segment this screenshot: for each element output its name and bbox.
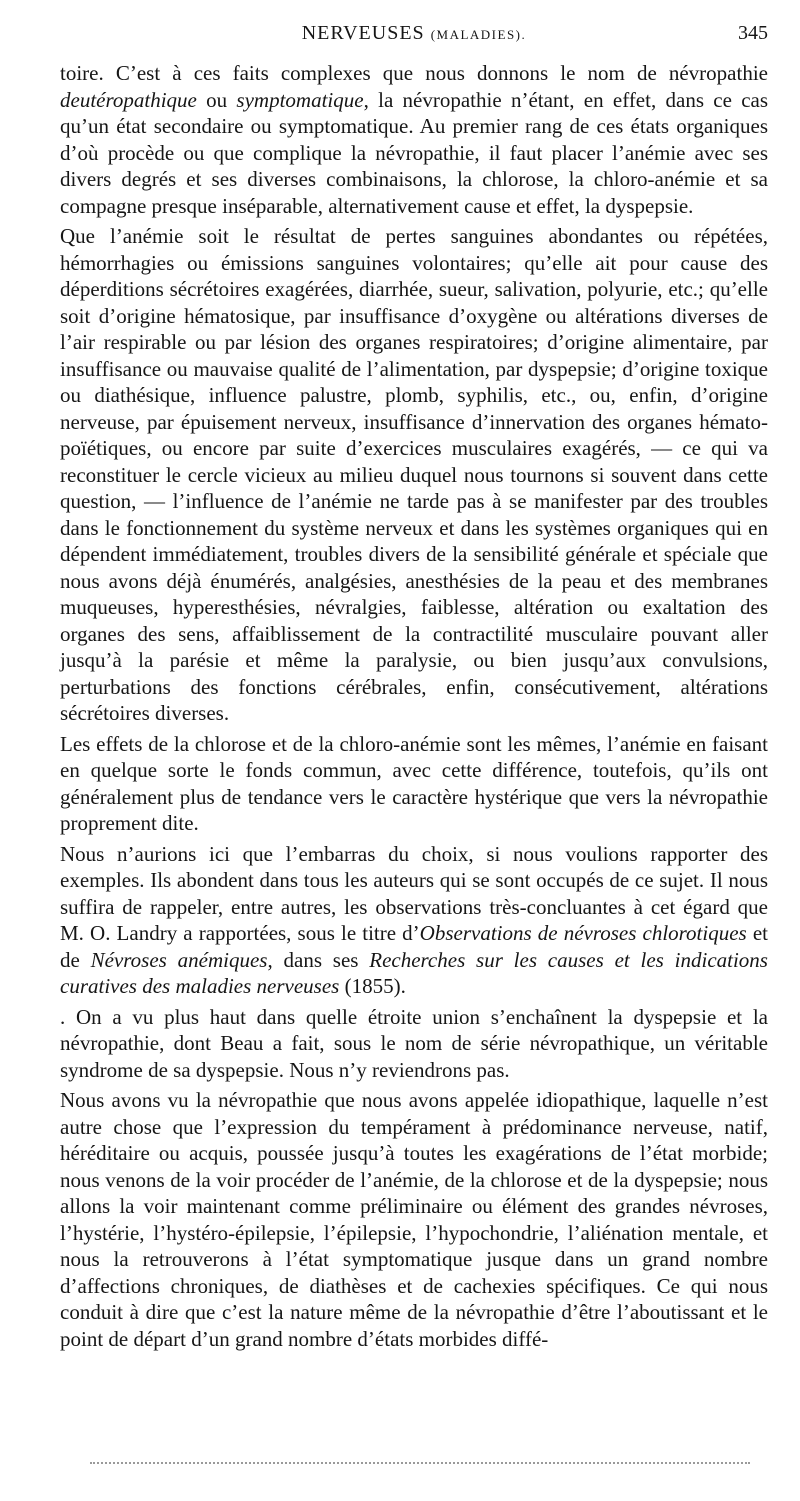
scan-artifact-line xyxy=(90,1462,750,1464)
running-title-main: NERVEUSES xyxy=(301,22,425,44)
italic-run: Névroses anémiques xyxy=(90,947,268,972)
text-run: (1855). xyxy=(339,974,406,998)
text-run: , la névropathie n’étant, en effet, dans ce cas qu’un état secondaire ou symptomatique. Au premier rang de ces états organiques d’où procède ou que complique la névropathie, il faut placer l’anémie avec ses divers degrés et ses diverses combinaisons, la chlorose, la chloro-anémie et sa compagne presque inséparable, alternativement cause et effet, la dyspepsie. xyxy=(60,87,769,218)
text-run: . On a vu plus haut dans quelle étroite union s’enchaînent la dyspepsie et la névropathie, dont Beau a fait, sous le nom de série névropathique, un véritable syndrome de sa dyspepsie. Nous n’y reviendrons pas. xyxy=(60,1004,768,1082)
running-title xyxy=(60,22,768,45)
italic-run: deutéropathique xyxy=(60,87,197,112)
running-title-sub: (MALADIES). xyxy=(430,27,527,42)
paragraph xyxy=(60,1004,768,1084)
italic-run: Recherches sur les causes et les indications curatives des maladies nerveuses xyxy=(60,947,768,998)
text-run: ou xyxy=(196,87,237,112)
italic-run: Observations de névroses chlorotiques xyxy=(419,921,747,945)
text-run: Les effets de la chlorose et de la chloro-anémie sont les mêmes, l’anémie en faisant en quelque sorte le fonds commun, avec cette différence, toutefois, qu’ils ont généralement plus de tendance vers le caractère hystérique que vers la névropathie proprement dite. xyxy=(60,731,768,835)
running-header xyxy=(60,22,768,52)
text-run: Nous n’aurions ici que l’embarras du choix, si nous voulions rapporter des exemples. Ils abondent dans tous les auteurs qui se sont occupés de ce sujet. Il nous suffira de rappeler, entre autres, les observations très-concluantes à cet égard que M. O. Landry a rapportées, sous le titre d’ xyxy=(60,841,768,945)
text-run: , dans ses xyxy=(267,947,370,972)
text-run: toire. C’est à ces faits complexes que nous donnons le nom de névropathie xyxy=(60,61,768,85)
paragraph xyxy=(60,1087,768,1352)
italic-run: symptomatique xyxy=(236,87,364,112)
paragraph xyxy=(60,841,768,1000)
paragraph xyxy=(60,223,768,727)
paragraph xyxy=(60,60,768,219)
text-run: et de xyxy=(60,921,768,972)
paragraph xyxy=(60,731,768,837)
text-run: Nous avons vu la névropathie que nous avons appelée idiopathique, laquelle n’est autre chose que l’expression du tempérament à prédominance nerveuse, natif, héréditaire ou acquis, poussée jusqu’à toutes les exagérations de l’état morbide; nous venons de la voir procéder de l’anémie, de la chlorose et de la dyspepsie; nous allons la voir maintenant comme préliminaire ou élément des grandes névroses, l’hystérie, l’hystéro-épilepsie, l’épilepsie, l’hypochondrie, l’aliénation mentale, et nous la retrouverons à l’état symptomatique jusque dans un grand nombre d’affections chroniques, de diathèses et de cachexies spécifiques. Ce qui nous conduit à dire que c’est la nature même de la névropathie d’être l’aboutissant et le point de départ d’un grand nombre d’états morbides diffé- xyxy=(60,1088,768,1351)
page-number: 345 xyxy=(738,22,768,44)
body-text xyxy=(60,60,768,1352)
text-run: Que l’anémie soit le résultat de pertes sanguines abondantes ou répétées, hémorrhagies ou émissions sanguines volontaires; qu’elle ait pour cause des déperditions sécrétoires exagérées, diarrhée, sueur, salivation, polyurie, etc.; qu’elle soit d’origine hématosique, par insuffisance d’oxygène ou altérations diverses de l’air respirable ou par lésion des organes respiratoires; d’origine alimentaire, par insuffisance ou mauvaise qualité de l’alimentation, par dyspepsie; d’origine toxique ou diathésique, influence palustre, plomb, syphilis, etc., ou, enfin, d’origine nerveuse, par épuisement nerveux, insuffisance d’innervation des organes hémato-poïétiques, ou encore par suite d’exercices musculaires exagérés, — ce qui va reconstituer le cercle vicieux au milieu duquel nous tournons si souvent dans cette question, — l’influence de l’anémie ne tarde pas à se manifester par des troubles dans le fonctionnement du système nerveux et dans les systèmes organiques qui en dépendent immédiatement, troubles divers de la sensibilité générale et spéciale que nous avons déjà énumérés, analgésies, anesthésies de la peau et des membranes muqueuses, hyperesthésies, névralgies, faiblesse, altération ou exaltation des organes des sens, affaiblissement de la contractilité musculaire pouvant aller jusqu’à la parésie et même la paralysie, ou bien jusqu’aux convulsions, perturbations des fonctions cérébrales, enfin, consécutivement, altérations sécrétoires diverses. xyxy=(60,224,768,725)
